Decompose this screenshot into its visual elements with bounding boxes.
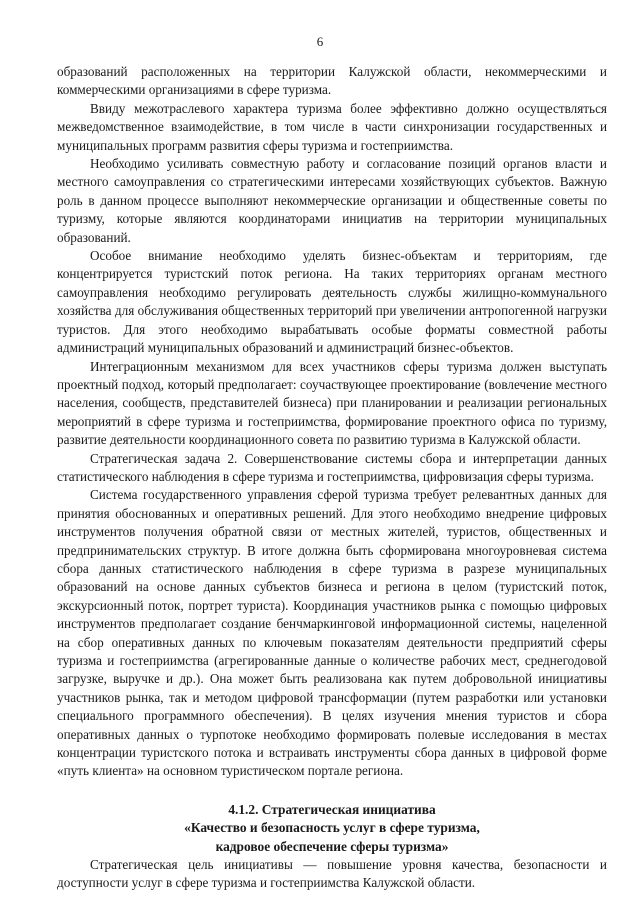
section-heading [57,801,607,856]
section-heading-line-1: 4.1.2. Стратегическая инициатива [228,801,436,817]
paragraph-initiative-aim: Стратегическая цель инициативы — повышение уровня качества, безопасности и доступности услуг в сфере туризма и гостеприимства Калужской области. [57,857,607,891]
section-heading-line-2: «Качество и безопасность услуг в сфере туризма, [184,820,480,836]
paragraph-data-system: Система государственного управления сферой туризма требует релевантных данных для принятия обоснованных и оперативных решений. Для этого необходимо внедрение цифровых инструментов получения обратной связи от местных жителей, туристов, общественных и предпринимательских структур. В итоге должна быть сформирована многоуровневая система сбора данных статистического наблюдения в сфере туризма в разрезе муниципальных образований на основе данных субъектов бизнеса и региона в целом (туристский поток, экскурсионный поток, портрет туриста). Координация участников рынка с помощью цифровых инструментов предполагает создание бенчмаркинговой информационной системы, нацеленной на сбор оперативных данных по ключевым показателям деятельности предприятий сферы туризма и гостеприимства (агрегированные данные о количестве рабочих мест, среднегодовой загрузке, выручке и др.). Она может быть реализована как путем добровольной инициативы участников рынка, так и методом цифровой трансформации (путем разработки или установки специального программного обеспечения). В целях изучения мнения туристов и сбора оперативных данных о турпотоке необходимо формировать полевые исследования в местах концентрации туристского потока и встраивать инструменты сбора данных в цифровой форме «путь клиента» на основном туристическом портале региона. [57,487,607,779]
section-heading-line-3: кадровое обеспечение сферы туризма» [215,838,449,854]
page-number: 6 [316,34,324,49]
paragraph-cooperation: Необходимо усиливать совместную работу и согласование позиций органов власти и местного самоуправления со стратегическими интересами хозяйствующих субъектов. Важную роль в данном процессе выполняют некоммерческие организации и общественные советы по туризму, которые являются координаторами инициатив на территории муниципальных образований. [57,156,607,245]
paragraph-project-approach: Интеграционным механизмом для всех участников сферы туризма должен выступать проектный подход, который предполагает: соучаствующее проектирование (вовлечение местного населения, сообществ, представителей бизнеса) при планировании и реализации региональных мероприятий в сфере туризма и гостеприимства, формирование проектного офиса по туризму, развитие деятельности координационного совета по развитию туризма в Калужской области. [57,358,607,448]
paragraph-interagency: Ввиду межотраслевого характера туризма более эффективно должно осуществляться межведомственное взаимодействие, в том числе в части синхронизации государственных и муниципальных программ развития сферы туризма и гостеприимства. [57,100,607,153]
paragraph-strategic-task-2: Стратегическая задача 2. Совершенствование системы сбора и интерпретации данных статистического наблюдения в сфере туризма и гостеприимства, цифровизация сферы туризма. [57,450,607,484]
paragraph-continuation: образований расположенных на территории Калужской области, некоммерческими и коммерческими организациями в сфере туризма. [57,64,607,98]
paragraph-business-objects: Особое внимание необходимо уделять бизнес-объектам и территориям, где концентрируется туристский поток региона. На таких территориях органам местного самоуправления необходимо регулировать деятельность службы жилищно-коммунального хозяйства для обслуживания общественных территорий при увеличении антропогенной нагрузки туристов. Для этого необходимо вырабатывать особые форматы совместной работы администраций муниципальных образований и администраций бизнес-объектов. [57,248,607,356]
document-body [57,63,607,893]
